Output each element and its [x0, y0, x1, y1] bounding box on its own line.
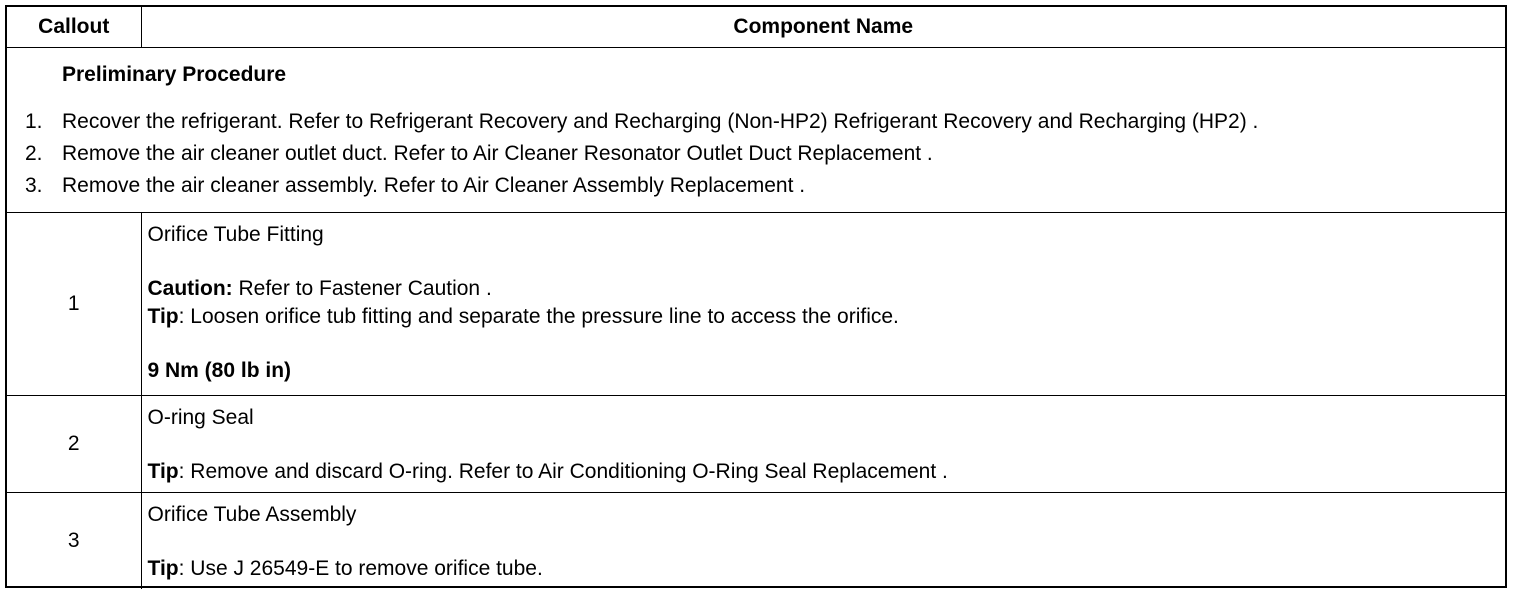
caution-text: Refer to Fastener Caution . — [232, 277, 492, 300]
step-text: Remove the air cleaner outlet duct. Refer to Air Cleaner Resonator Outlet Duct Replacement . — [62, 142, 933, 165]
preliminary-cell — [7, 48, 1505, 213]
component-cell — [141, 213, 1505, 396]
table-row — [7, 493, 1505, 590]
tip-label: Tip — [147, 557, 179, 580]
caution-line — [148, 275, 1500, 303]
callout-number: 3 — [7, 493, 141, 590]
preliminary-step — [7, 138, 1505, 170]
component-cell — [141, 493, 1505, 590]
header-row — [7, 7, 1505, 48]
callout-number: 2 — [7, 396, 141, 493]
callout-header: Callout — [7, 7, 141, 48]
procedure-table-frame — [5, 5, 1507, 588]
step-text: Recover the refrigerant. Refer to Refrigerant Recovery and Recharging (Non-HP2) Refrigerant Recovery and Recharging (HP2) . — [62, 110, 1259, 133]
torque-spec: 9 Nm (80 lb in) — [147, 359, 292, 382]
tip-line — [148, 458, 1500, 486]
tip-text: : Loosen orifice tub fitting and separate the pressure line to access the orifice. — [178, 305, 899, 328]
tip-label: Tip — [147, 305, 179, 328]
component-cell — [141, 396, 1505, 493]
tip-text: : Remove and discard O-ring. Refer to Air Conditioning O-Ring Seal Replacement . — [178, 460, 948, 483]
preliminary-title: Preliminary Procedure — [62, 63, 287, 86]
tip-line — [148, 555, 1500, 583]
preliminary-row — [7, 48, 1505, 213]
step-text: Remove the air cleaner assembly. Refer to Air Cleaner Assembly Replacement . — [62, 174, 806, 197]
step-number: 3. — [25, 174, 43, 197]
component-name: Orifice Tube Fitting — [147, 223, 324, 246]
preliminary-steps — [7, 106, 1505, 202]
table-row — [7, 213, 1505, 396]
table-row — [7, 396, 1505, 493]
tip-line — [148, 303, 1500, 331]
component-name-header: Component Name — [141, 7, 1505, 48]
procedure-table — [7, 7, 1505, 589]
component-name: Orifice Tube Assembly — [147, 503, 357, 526]
preliminary-step — [7, 170, 1505, 202]
preliminary-step — [7, 106, 1505, 138]
tip-text: : Use J 26549-E to remove orifice tube. — [178, 557, 543, 580]
caution-label: Caution: — [147, 277, 233, 300]
component-name: O-ring Seal — [147, 406, 254, 429]
step-number: 2. — [25, 142, 43, 165]
callout-number: 1 — [7, 213, 141, 396]
tip-label: Tip — [147, 460, 179, 483]
step-number: 1. — [25, 110, 43, 133]
